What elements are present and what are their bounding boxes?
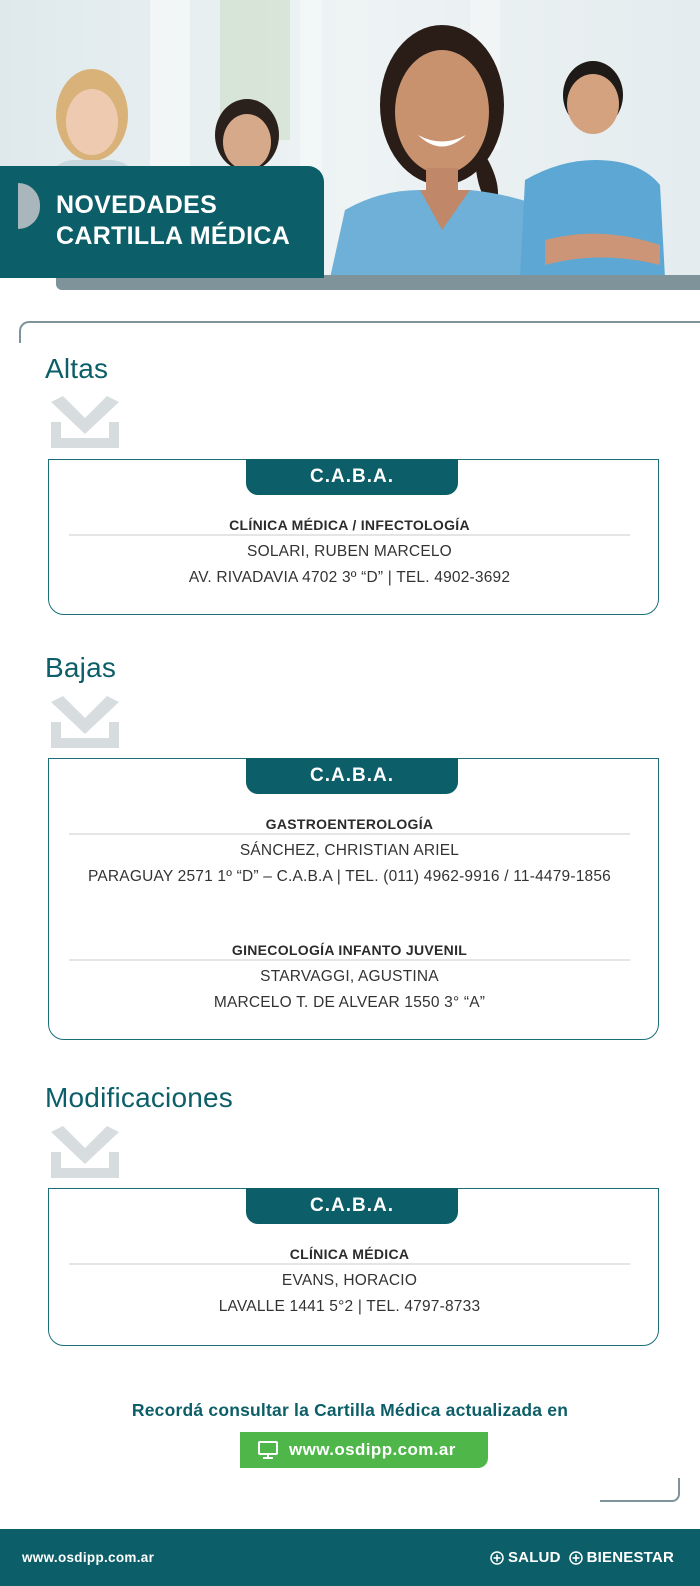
- monitor-icon: [258, 1441, 278, 1460]
- footer-tag-bienestar: BIENESTAR: [586, 1549, 674, 1566]
- plus-circle-icon: [490, 1551, 504, 1565]
- plus-circle-icon: [569, 1551, 583, 1565]
- section-title-modificaciones: Modificaciones: [45, 1082, 233, 1113]
- specialty-label: GINECOLOGÍA INFANTO JUVENIL: [69, 939, 630, 961]
- region-tab: C.A.B.A.: [246, 1188, 458, 1224]
- page-title: [56, 190, 290, 252]
- chevron-down-icon: [49, 1126, 121, 1180]
- provider-entry: [69, 939, 630, 1016]
- provider-name: EVANS, HORACIO: [281, 1272, 418, 1289]
- provider-card-modificaciones: [48, 1188, 659, 1346]
- specialty-label: CLÍNICA MÉDICA / INFECTOLOGÍA: [69, 514, 630, 536]
- provider-card-bajas: [48, 758, 659, 1040]
- specialty-label: CLÍNICA MÉDICA: [69, 1243, 630, 1265]
- provider-address: LAVALLE 1441 5°2 | TEL. 4797-8733: [218, 1298, 481, 1315]
- chevron-down-icon: [49, 696, 121, 750]
- provider-entry: [69, 813, 630, 890]
- provider-address: PARAGUAY 2571 1º “D” – C.A.B.A | TEL. (011) 4962-9916 / 11-4479-1856: [87, 868, 612, 885]
- provider-entry: [69, 1243, 630, 1320]
- section-title-altas: Altas: [45, 353, 109, 384]
- website-button[interactable]: [240, 1432, 488, 1468]
- content-frame-bottom: [600, 1478, 680, 1502]
- provider-card-altas: [48, 459, 659, 615]
- page-title-line1: NOVEDADES: [56, 191, 218, 219]
- provider-entry: [69, 514, 630, 591]
- provider-name: SOLARI, RUBEN MARCELO: [247, 543, 452, 560]
- reminder-text: Recordá consultar la Cartilla Médica actualizada en: [131, 1400, 569, 1420]
- region-tab: C.A.B.A.: [246, 758, 458, 794]
- content-frame-top: [19, 321, 700, 343]
- provider-address: AV. RIVADAVIA 4702 3º “D” | TEL. 4902-3692: [188, 569, 511, 586]
- page-title-line2: CARTILLA MÉDICA: [56, 222, 291, 250]
- chevron-down-icon: [49, 396, 121, 450]
- footer-website-link[interactable]: www.osdipp.com.ar: [22, 1550, 155, 1565]
- region-tab: C.A.B.A.: [246, 459, 458, 495]
- provider-name: SÁNCHEZ, CHRISTIAN ARIEL: [239, 842, 460, 859]
- footer-tagline: [490, 1549, 674, 1566]
- website-button-label: www.osdipp.com.ar: [289, 1440, 456, 1459]
- provider-name: STARVAGGI, AGUSTINA: [260, 968, 439, 985]
- section-title-bajas: Bajas: [45, 652, 117, 683]
- provider-address: MARCELO T. DE ALVEAR 1550 3° “A”: [213, 994, 486, 1011]
- specialty-label: GASTROENTEROLOGÍA: [69, 813, 630, 835]
- footer: [0, 1529, 700, 1586]
- footer-tag-salud: SALUD: [507, 1549, 561, 1566]
- hero-banner: [0, 0, 700, 290]
